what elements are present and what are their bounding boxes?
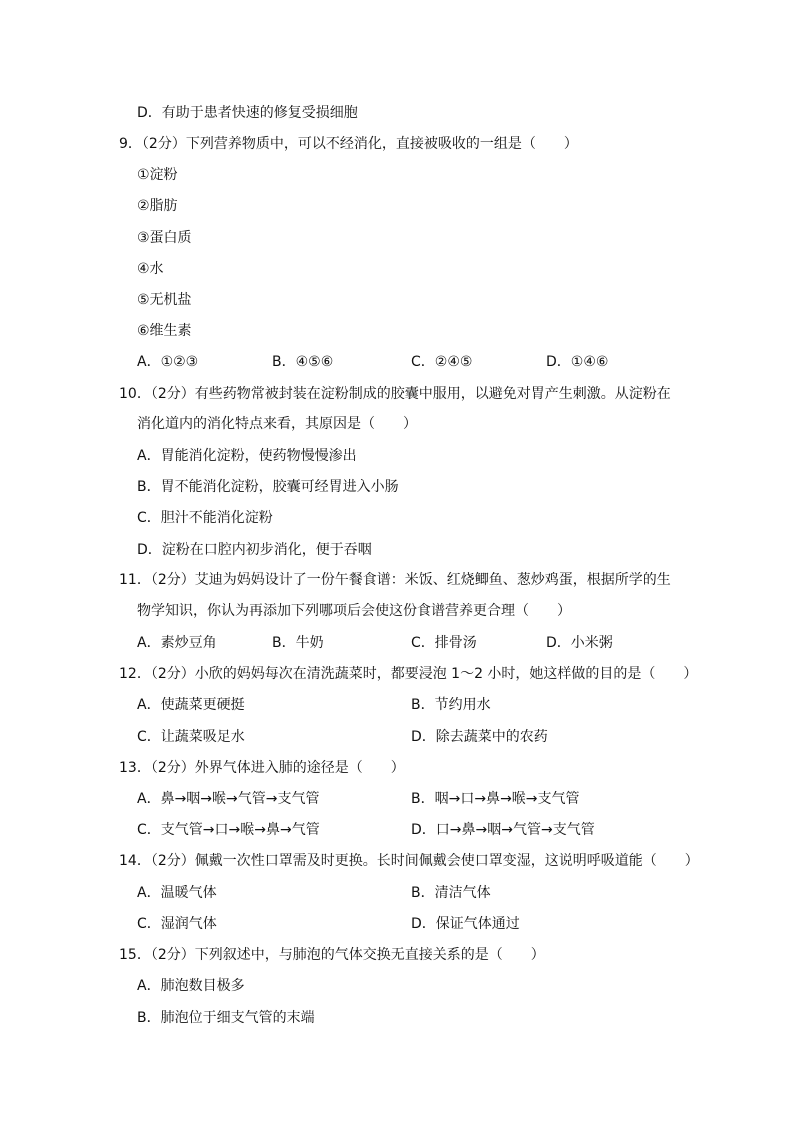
q12-option-a: A．使蔬菜更硬挺 — [137, 697, 245, 713]
q11-option-c: C．排骨汤 — [411, 635, 477, 651]
prev-option-d: D．有助于患者快速的修复受损细胞 — [137, 105, 358, 121]
q9-option-b: B．④⑤⑥ — [272, 354, 334, 370]
q9-item-4: ④水 — [137, 261, 164, 277]
q13-option-d: D．口→鼻→咽→气管→支气管 — [411, 822, 595, 838]
q9-item-5: ⑤无机盐 — [137, 292, 192, 308]
q9-item-2: ②脂肪 — [137, 198, 178, 214]
q13-option-a: A．鼻→咽→喉→气管→支气管 — [137, 791, 320, 807]
q9-option-c: C．②④⑤ — [411, 354, 473, 370]
q12-option-c: C．让蔬菜吸足水 — [137, 729, 245, 745]
q9-item-1: ①淀粉 — [137, 167, 178, 183]
q12-option-d: D．除去蔬菜中的农药 — [411, 729, 548, 745]
q14-option-b: B．清洁气体 — [411, 885, 491, 901]
q14-option-c: C．湿润气体 — [137, 916, 217, 932]
q14-option-d: D．保证气体通过 — [411, 916, 520, 932]
q15-stem: 15．（2分）下列叙述中，与肺泡的气体交换无直接关系的是（ ） — [119, 947, 545, 963]
q11-stem-line2: 物学知识，你认为再添加下列哪项后会使这份食谱营养更合理（ ） — [137, 603, 571, 619]
q10-stem-line1: 10．（2分）有些药物常被封装在淀粉制成的胶囊中服用，以避免对胃产生刺激。从淀粉在 — [119, 386, 671, 402]
q10-option-d: D．淀粉在口腔内初步消化，便于吞咽 — [137, 542, 372, 558]
q14-option-a: A．温暖气体 — [137, 885, 217, 901]
q13-stem: 13．（2分）外界气体进入肺的途径是（ ） — [119, 760, 405, 776]
q9-item-3: ③蛋白质 — [137, 230, 192, 246]
q9-option-a: A．①②③ — [137, 354, 199, 370]
q15-option-a: A．肺泡数目极多 — [137, 978, 245, 994]
q12-stem: 12．（2分）小欣的妈妈每次在清洗蔬菜时，都要浸泡 1～2 小时，她这样做的目的是（ ） — [119, 666, 698, 682]
q9-stem: 9．（2分）下列营养物质中，可以不经消化，直接被吸收的一组是（ ） — [119, 136, 578, 152]
q11-option-b: B．牛奶 — [272, 635, 324, 651]
q11-stem-line1: 11．（2分）艾迪为妈妈设计了一份午餐食谱：米饭、红烧鲫鱼、葱炒鸡蛋，根据所学的生 — [119, 572, 671, 588]
q12-option-b: B．节约用水 — [411, 697, 491, 713]
q14-stem: 14．（2分）佩戴一次性口罩需及时更换。长时间佩戴会使口罩变湿，这说明呼吸道能（ ） — [119, 853, 699, 869]
q9-item-6: ⑥维生素 — [137, 323, 192, 339]
q10-stem-line2: 消化道内的消化特点来看，其原因是（ ） — [137, 416, 417, 432]
q10-option-b: B．胃不能消化淀粉，胶囊可经胃进入小肠 — [137, 479, 399, 495]
q11-option-d: D．小米粥 — [546, 635, 613, 651]
q9-option-d: D．①④⑥ — [546, 354, 609, 370]
q15-option-b: B．肺泡位于细支气管的末端 — [137, 1010, 315, 1026]
q10-option-c: C．胆汁不能消化淀粉 — [137, 510, 273, 526]
q11-option-a: A．素炒豆角 — [137, 635, 217, 651]
q13-option-c: C．支气管→口→喉→鼻→气管 — [137, 822, 320, 838]
q13-option-b: B．咽→口→鼻→喉→支气管 — [411, 791, 580, 807]
q10-option-a: A．胃能消化淀粉，使药物慢慢渗出 — [137, 448, 357, 464]
